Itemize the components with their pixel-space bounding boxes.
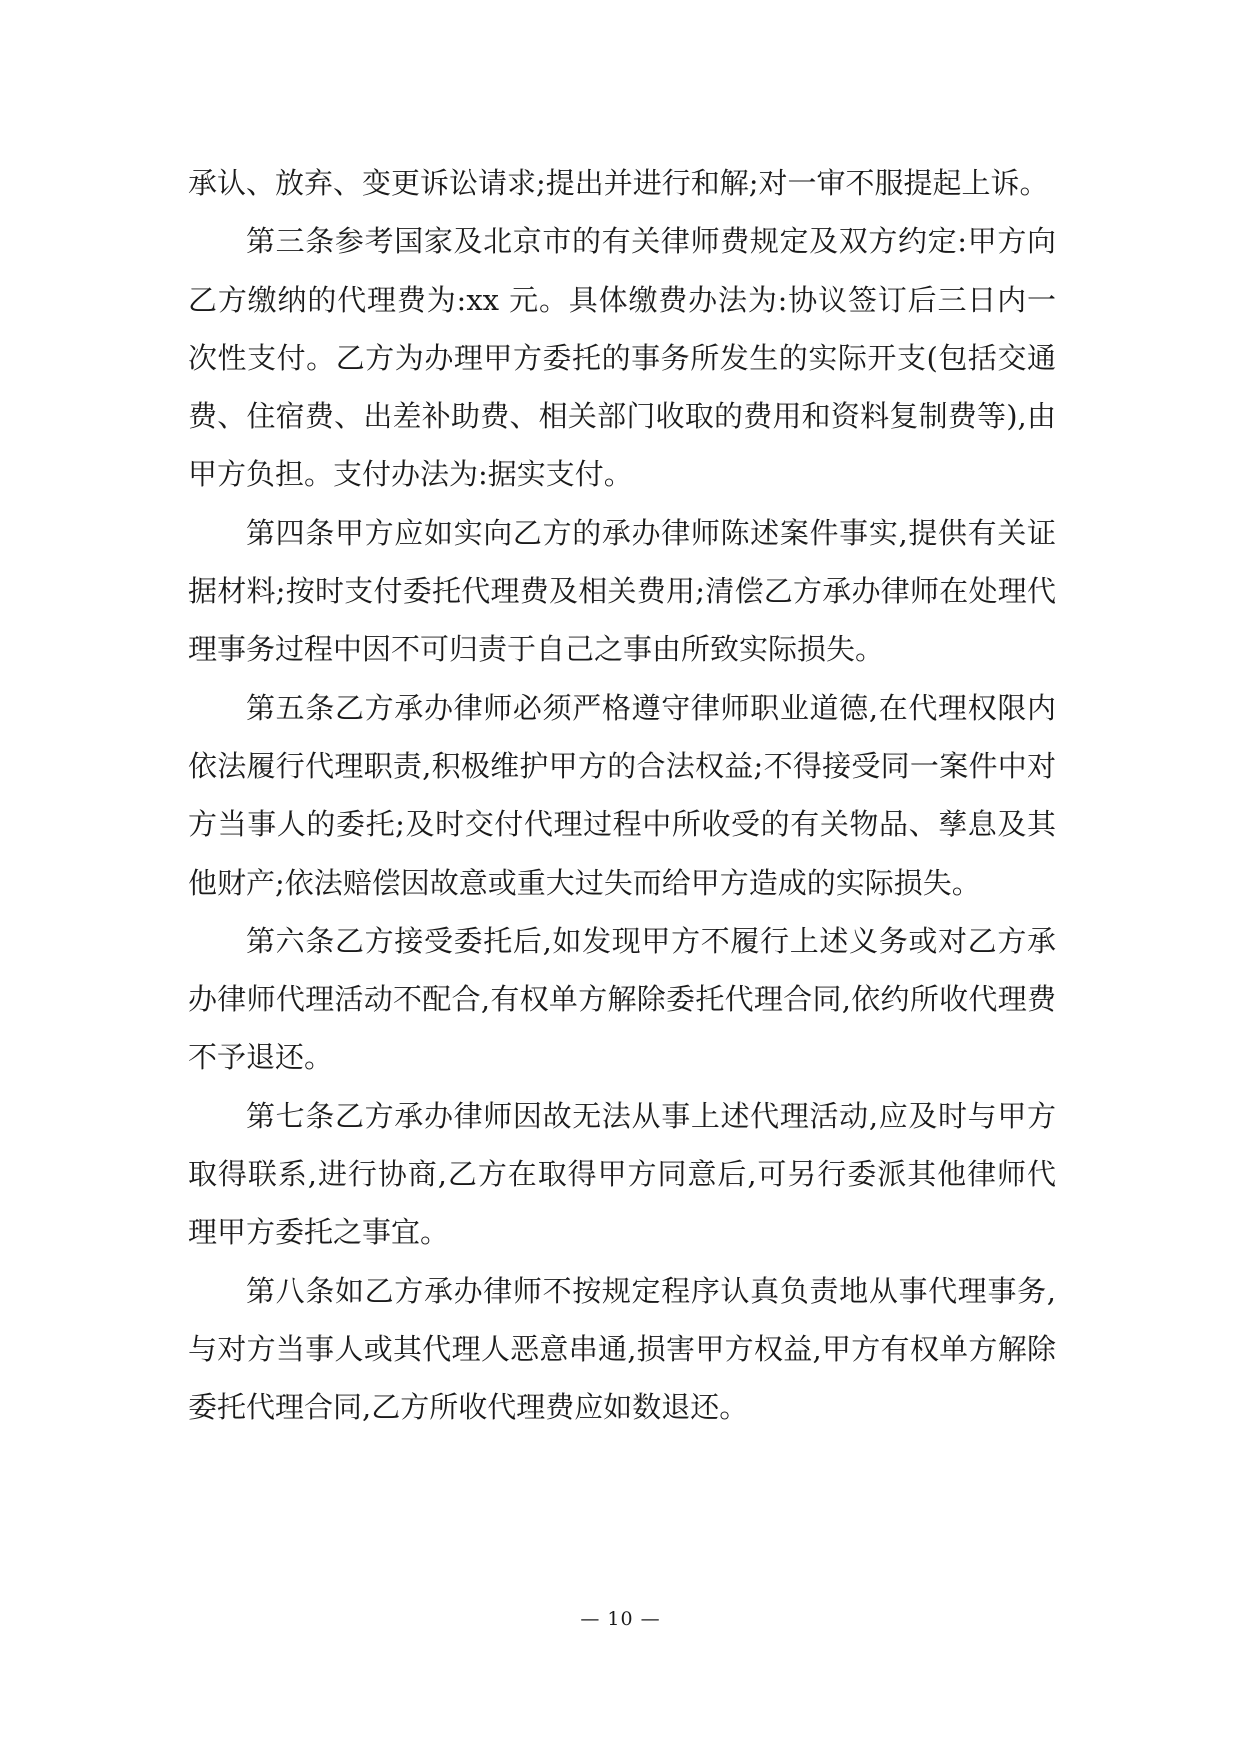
page-number: — 10 — (580, 1608, 661, 1630)
paragraph-continuation: 承认、放弃、变更诉讼请求;提出并进行和解;对一审不服提起上诉。 (188, 166, 1049, 200)
document-body (188, 154, 1056, 1437)
paragraph-article-3: 第三条参考国家及北京市的有关律师费规定及双方约定:甲方向乙方缴纳的代理费为:xx 元。具体缴费办法为:协议签订后三日内一次性支付。乙方为办理甲方委托的事务所发生的实际开支(包括交通费、住宿费、出差补助费、相关部门收取的费用和资料复制费等),由甲方负担。支付办法为:据实支付。 (188, 224, 1056, 492)
paragraph-article-7: 第七条乙方承办律师因故无法从事上述代理活动,应及时与甲方取得联系,进行协商,乙方在取得甲方同意后,可另行委派其他律师代理甲方委托之事宜。 (188, 1098, 1056, 1250)
paragraph-article-8: 第八条如乙方承办律师不按规定程序认真负责地从事代理事务,与对方当事人或其代理人恶意串通,损害甲方权益,甲方有权单方解除委托代理合同,乙方所收代理费应如数退还。 (188, 1273, 1056, 1425)
paragraph-article-6: 第六条乙方接受委托后,如发现甲方不履行上述义务或对乙方承办律师代理活动不配合,有权单方解除委托代理合同,依约所收代理费不予退还。 (188, 923, 1056, 1075)
paragraph-article-5: 第五条乙方承办律师必须严格遵守律师职业道德,在代理权限内依法履行代理职责,积极维护甲方的合法权益;不得接受同一案件中对方当事人的委托;及时交付代理过程中所收受的有关物品、孳息及其他财产;依法赔偿因故意或重大过失而给甲方造成的实际损失。 (188, 690, 1056, 900)
paragraph-article-4: 第四条甲方应如实向乙方的承办律师陈述案件事实,提供有关证据材料;按时支付委托代理费及相关费用;清偿乙方承办律师在处理代理事务过程中因不可归责于自己之事由所致实际损失。 (188, 515, 1056, 667)
